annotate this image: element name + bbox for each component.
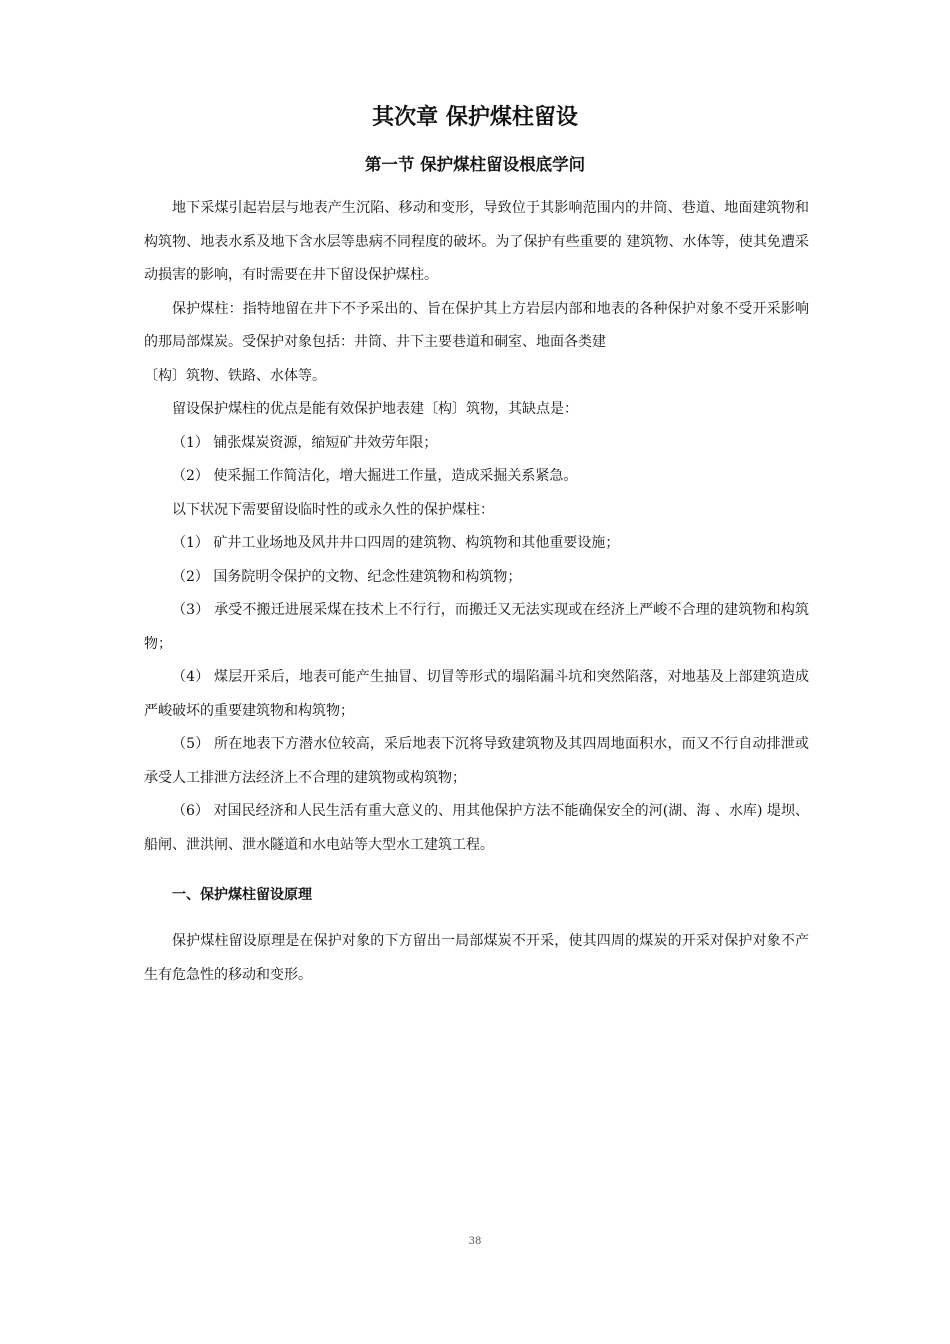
list-item-condition-2: （2） 国务院明令保护的文物、纪念性建筑物和构筑物； (172, 568, 522, 585)
body-text (144, 192, 809, 862)
list-item-con-1: （1） 铺张煤炭资源，缩短矿井效劳年限； (172, 434, 438, 451)
paragraph-definition: 保护煤柱：指特地留在井下不予采出的、旨在保护其上方岩层内部和地表的各种保护对象不受开采影响的那局部煤炭。受保护对象包括：井筒、井下主要巷道和硐室、地面各类建 (144, 300, 809, 350)
list-item-condition-3: （3） 承受不搬迁进展采煤在技术上不行行，而搬迁又无法实现或在经济上严峻不合理的建筑物和构筑物； (144, 602, 809, 652)
paragraph-definition-cont: 〔构〕筑物、铁路、水体等。 (144, 367, 326, 384)
section-title: 第一节 保护煤柱留设根底学问 (364, 155, 586, 174)
paragraph-principle: 保护煤柱留设原理是在保护对象的下方留出一局部煤炭不开采，使其四周的煤炭的开采对保护对象不产生有危急性的移动和变形。 (144, 933, 809, 983)
list-item-condition-4: （4） 煤层开采后，地表可能产生抽冒、切冒等形式的塌陷漏斗坑和突然陷落，对地基及上部建筑造成严峻破坏的重要建筑物和构筑物； (144, 669, 809, 719)
principle-text-block (144, 924, 809, 992)
list-item-condition-5: （5） 所在地表下方潜水位较高，采后地表下沉将导致建筑物及其四周地面积水，而又不行自动排泄或承受人工排泄方法经济上不合理的建筑物或构筑物； (144, 736, 809, 786)
paragraph-pros-cons: 留设保护煤柱的优点是能有效保护地表建〔构〕筑物，其缺点是： (172, 401, 578, 417)
list-item-con-2: （2） 使采掘工作简洁化，增大掘进工作量，造成采掘关系紧急。 (172, 468, 578, 484)
list-item-condition-6: （6） 对国民经济和人民生活有重大意义的、用其他保护方法不能确保安全的河(湖、海 、水库) 堤坝、船闸、泄洪闸、泄水隧道和水电站等大型水工建筑工程。 (144, 803, 809, 853)
subheading-principle: 一、保护煤柱留设原理 (172, 887, 312, 903)
list-item-condition-1: （1） 矿井工业场地及风井井口四周的建筑物、构筑物和其他重要设施； (172, 535, 620, 551)
page-number: 38 (468, 1236, 482, 1247)
paragraph-intro: 地下采煤引起岩层与地表产生沉陷、移动和变形，导致位于其影响范围内的井筒、巷道、地面建筑物和构筑物、地表水系及地下含水层等患病不同程度的破坏。为了保护有些重要的 建筑物、水体等，使其免遭采动损害的影响，有时需要在井下留设保护煤柱。 (144, 200, 809, 283)
paragraph-conditions: 以下状况下需要留设临时性的或永久性的保护煤柱： (172, 501, 494, 518)
chapter-title: 其次章 保护煤柱留设 (372, 105, 578, 130)
